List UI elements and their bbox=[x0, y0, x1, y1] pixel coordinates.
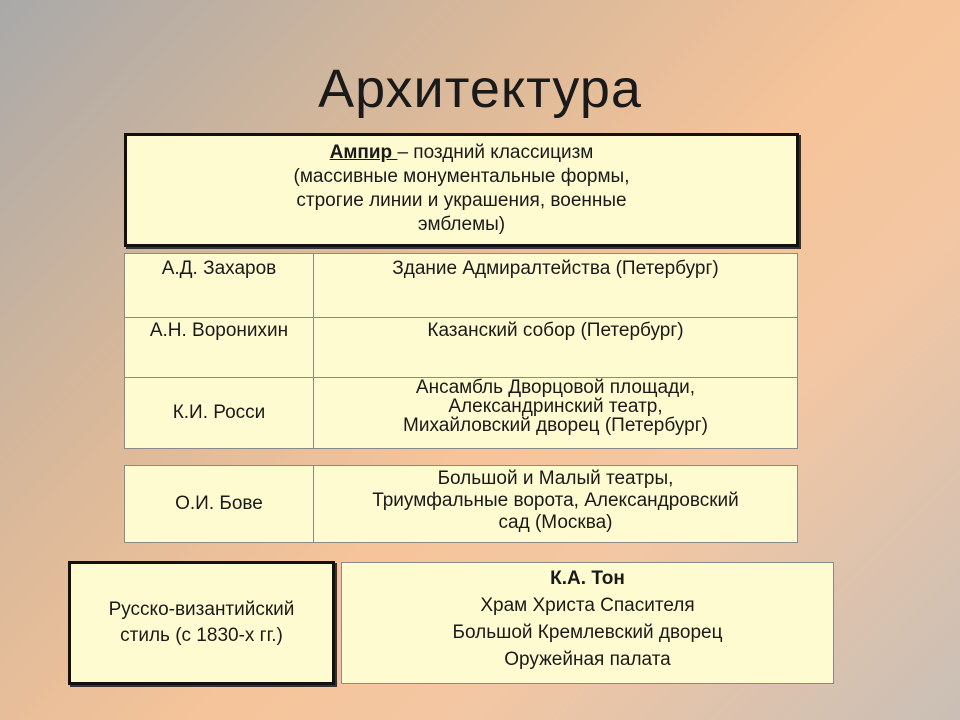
work-line: Михайловский дворец (Петербург) bbox=[403, 415, 708, 436]
work-line: Триумфальные ворота, Александровский bbox=[372, 490, 739, 511]
works-cell bbox=[314, 466, 798, 543]
architect-cell: А.Д. Захаров bbox=[125, 254, 314, 318]
empire-desc-line: (массивные монументальные формы, bbox=[293, 166, 630, 187]
empire-desc-line: строгие линии и украшения, военные bbox=[296, 190, 627, 211]
page-title: Архитектура bbox=[318, 59, 642, 119]
table-row bbox=[125, 466, 798, 543]
empire-desc-line: эмблемы) bbox=[417, 214, 506, 235]
architect-cell: О.И. Бове bbox=[125, 466, 314, 543]
style-label bbox=[109, 597, 295, 649]
ton-works-box bbox=[341, 562, 834, 684]
bove-table bbox=[124, 465, 798, 543]
empire-architects-table bbox=[124, 253, 798, 449]
style-line: Русско-византийский bbox=[108, 599, 295, 620]
work-line: Ансамбль Дворцовой площади, bbox=[415, 377, 696, 398]
work-line: Оружейная палата bbox=[504, 649, 671, 670]
russo-byzantine-style-box bbox=[68, 561, 335, 685]
empire-definition-box bbox=[124, 133, 799, 247]
works-cell bbox=[314, 378, 798, 449]
work-line: Александринский театр, bbox=[448, 396, 663, 417]
work-line: Большой и Малый театры, bbox=[437, 468, 674, 489]
empire-heading bbox=[127, 141, 796, 165]
architect-name: К.А. Тон bbox=[550, 568, 625, 589]
work-line: сад (Москва) bbox=[498, 512, 613, 533]
architect-cell: А.Н. Воронихин bbox=[125, 318, 314, 378]
table-row bbox=[125, 318, 798, 378]
table-row bbox=[125, 254, 798, 318]
empire-term: Ампир bbox=[329, 142, 398, 163]
works-cell: Здание Адмиралтейства (Петербург) bbox=[314, 254, 798, 318]
table-row bbox=[125, 378, 798, 449]
empire-subtitle: – поздний классицизм bbox=[397, 142, 594, 163]
works-cell: Казанский собор (Петербург) bbox=[314, 318, 798, 378]
work-line: Храм Христа Спасителя bbox=[480, 595, 695, 616]
architect-cell: К.И. Росси bbox=[125, 378, 314, 449]
style-line: стиль (с 1830-х гг.) bbox=[120, 625, 283, 646]
work-line: Большой Кремлевский дворец bbox=[452, 622, 723, 643]
